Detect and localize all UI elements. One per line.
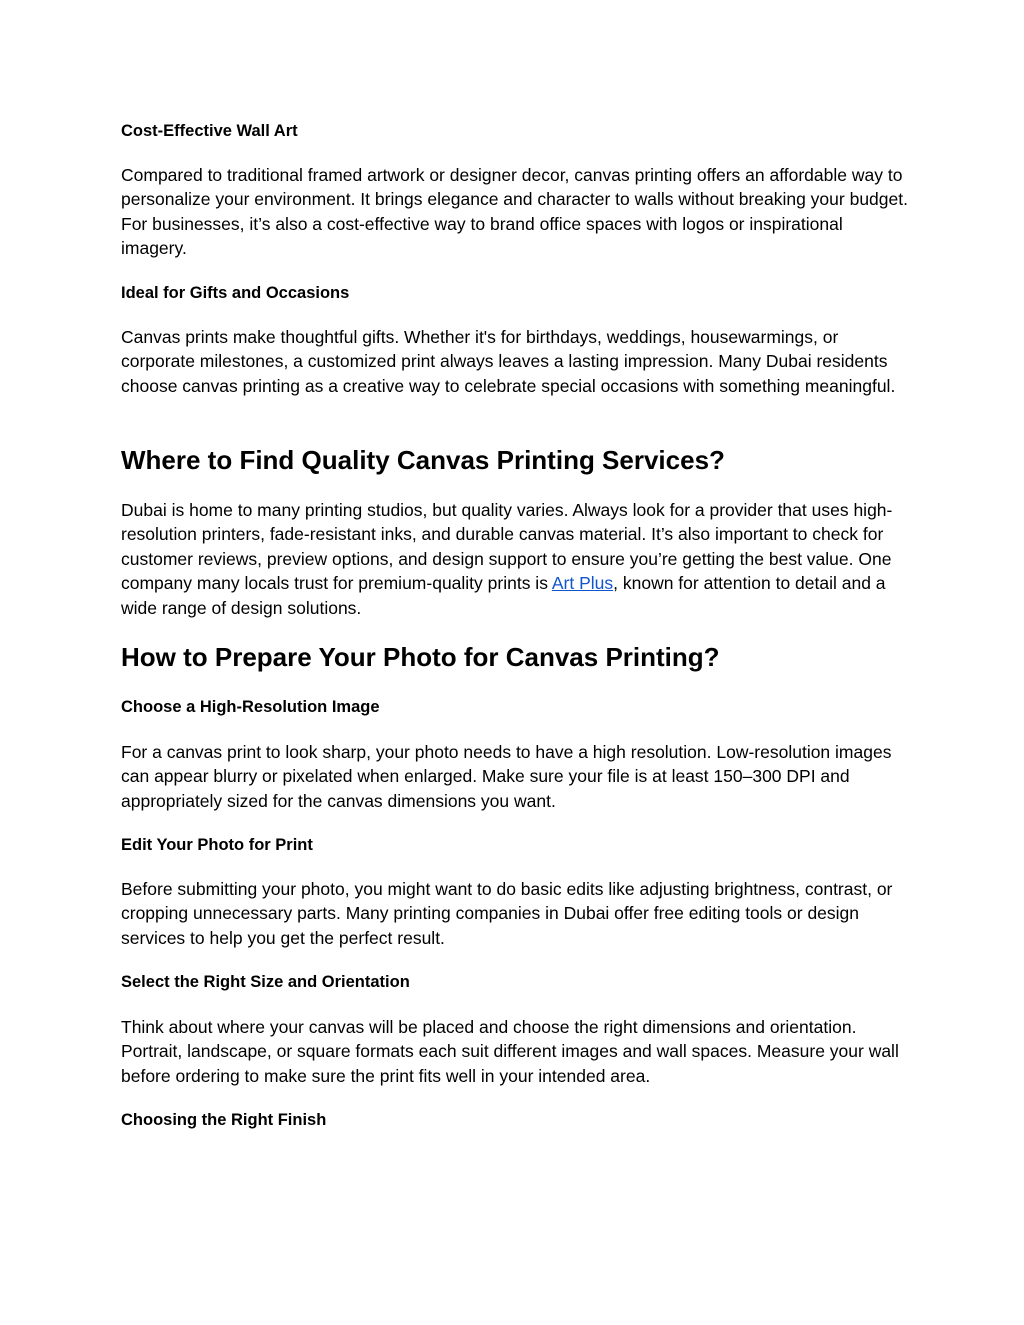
art-plus-link[interactable]: Art Plus bbox=[551, 573, 614, 594]
paragraph-cost-effective: Compared to traditional framed artwork or designer decor, canvas printing offers an affordable way to personalize your environment. It brings elegance and character to walls without breaking your budget. For businesses, it’s also a cost-effective way to brand office spaces with logos or inspirational imagery. bbox=[121, 165, 908, 259]
heading-ideal-for-gifts: Ideal for Gifts and Occasions bbox=[121, 284, 350, 302]
paragraph-gifts: Canvas prints make thoughtful gifts. Whether it's for birthdays, weddings, housewarmings, or corporate milestones, a customized print always leaves a lasting impression. Many Dubai residents choose canvas printing as a creative way to celebrate special occasions with something meaningful. bbox=[121, 327, 896, 396]
heading-choosing-the-right-finish: Choosing the Right Finish bbox=[121, 1111, 327, 1129]
heading-cost-effective-wall-art: Cost-Effective Wall Art bbox=[121, 122, 298, 140]
heading-size-and-orientation: Select the Right Size and Orientation bbox=[121, 973, 410, 991]
heading-edit-your-photo: Edit Your Photo for Print bbox=[121, 836, 313, 854]
paragraph-where-to-find bbox=[121, 498, 911, 620]
paragraph-size-orientation: Think about where your canvas will be placed and choose the right dimensions and orientation. Portrait, landscape, or square formats each suit different images and wall spaces. Measure your wall before ordering to make sure the print fits well in your intended area. bbox=[121, 1017, 899, 1086]
heading-high-resolution-image: Choose a High-Resolution Image bbox=[121, 698, 380, 716]
paragraph-edit-photo: Before submitting your photo, you might want to do basic edits like adjusting brightness, contrast, or cropping unnecessary parts. Many printing companies in Dubai offer free editing tools or design services to help you get the perfect result. bbox=[121, 879, 893, 948]
paragraph-where-to-find-text: Dubai is home to many printing studios, but quality varies. Always look for a provider that uses high-resolution printers, fade-resistant inks, and durable canvas material. It’s also important to check for customer reviews, preview options, and design support to ensure you’re getting the best value. One company many locals trust for premium-quality prints is bbox=[121, 500, 893, 594]
heading-where-to-find: Where to Find Quality Canvas Printing Services? bbox=[121, 445, 725, 475]
paragraph-high-resolution: For a canvas print to look sharp, your photo needs to have a high resolution. Low-resolution images can appear blurry or pixelated when enlarged. Make sure your file is at least 150–300 DPI and appropriately sized for the canvas dimensions you want. bbox=[121, 742, 892, 811]
heading-how-to-prepare: How to Prepare Your Photo for Canvas Printing? bbox=[121, 642, 720, 672]
paragraph-where-to-find-text-end: , known for attention to detail and a wide range of design solutions. bbox=[121, 573, 886, 618]
